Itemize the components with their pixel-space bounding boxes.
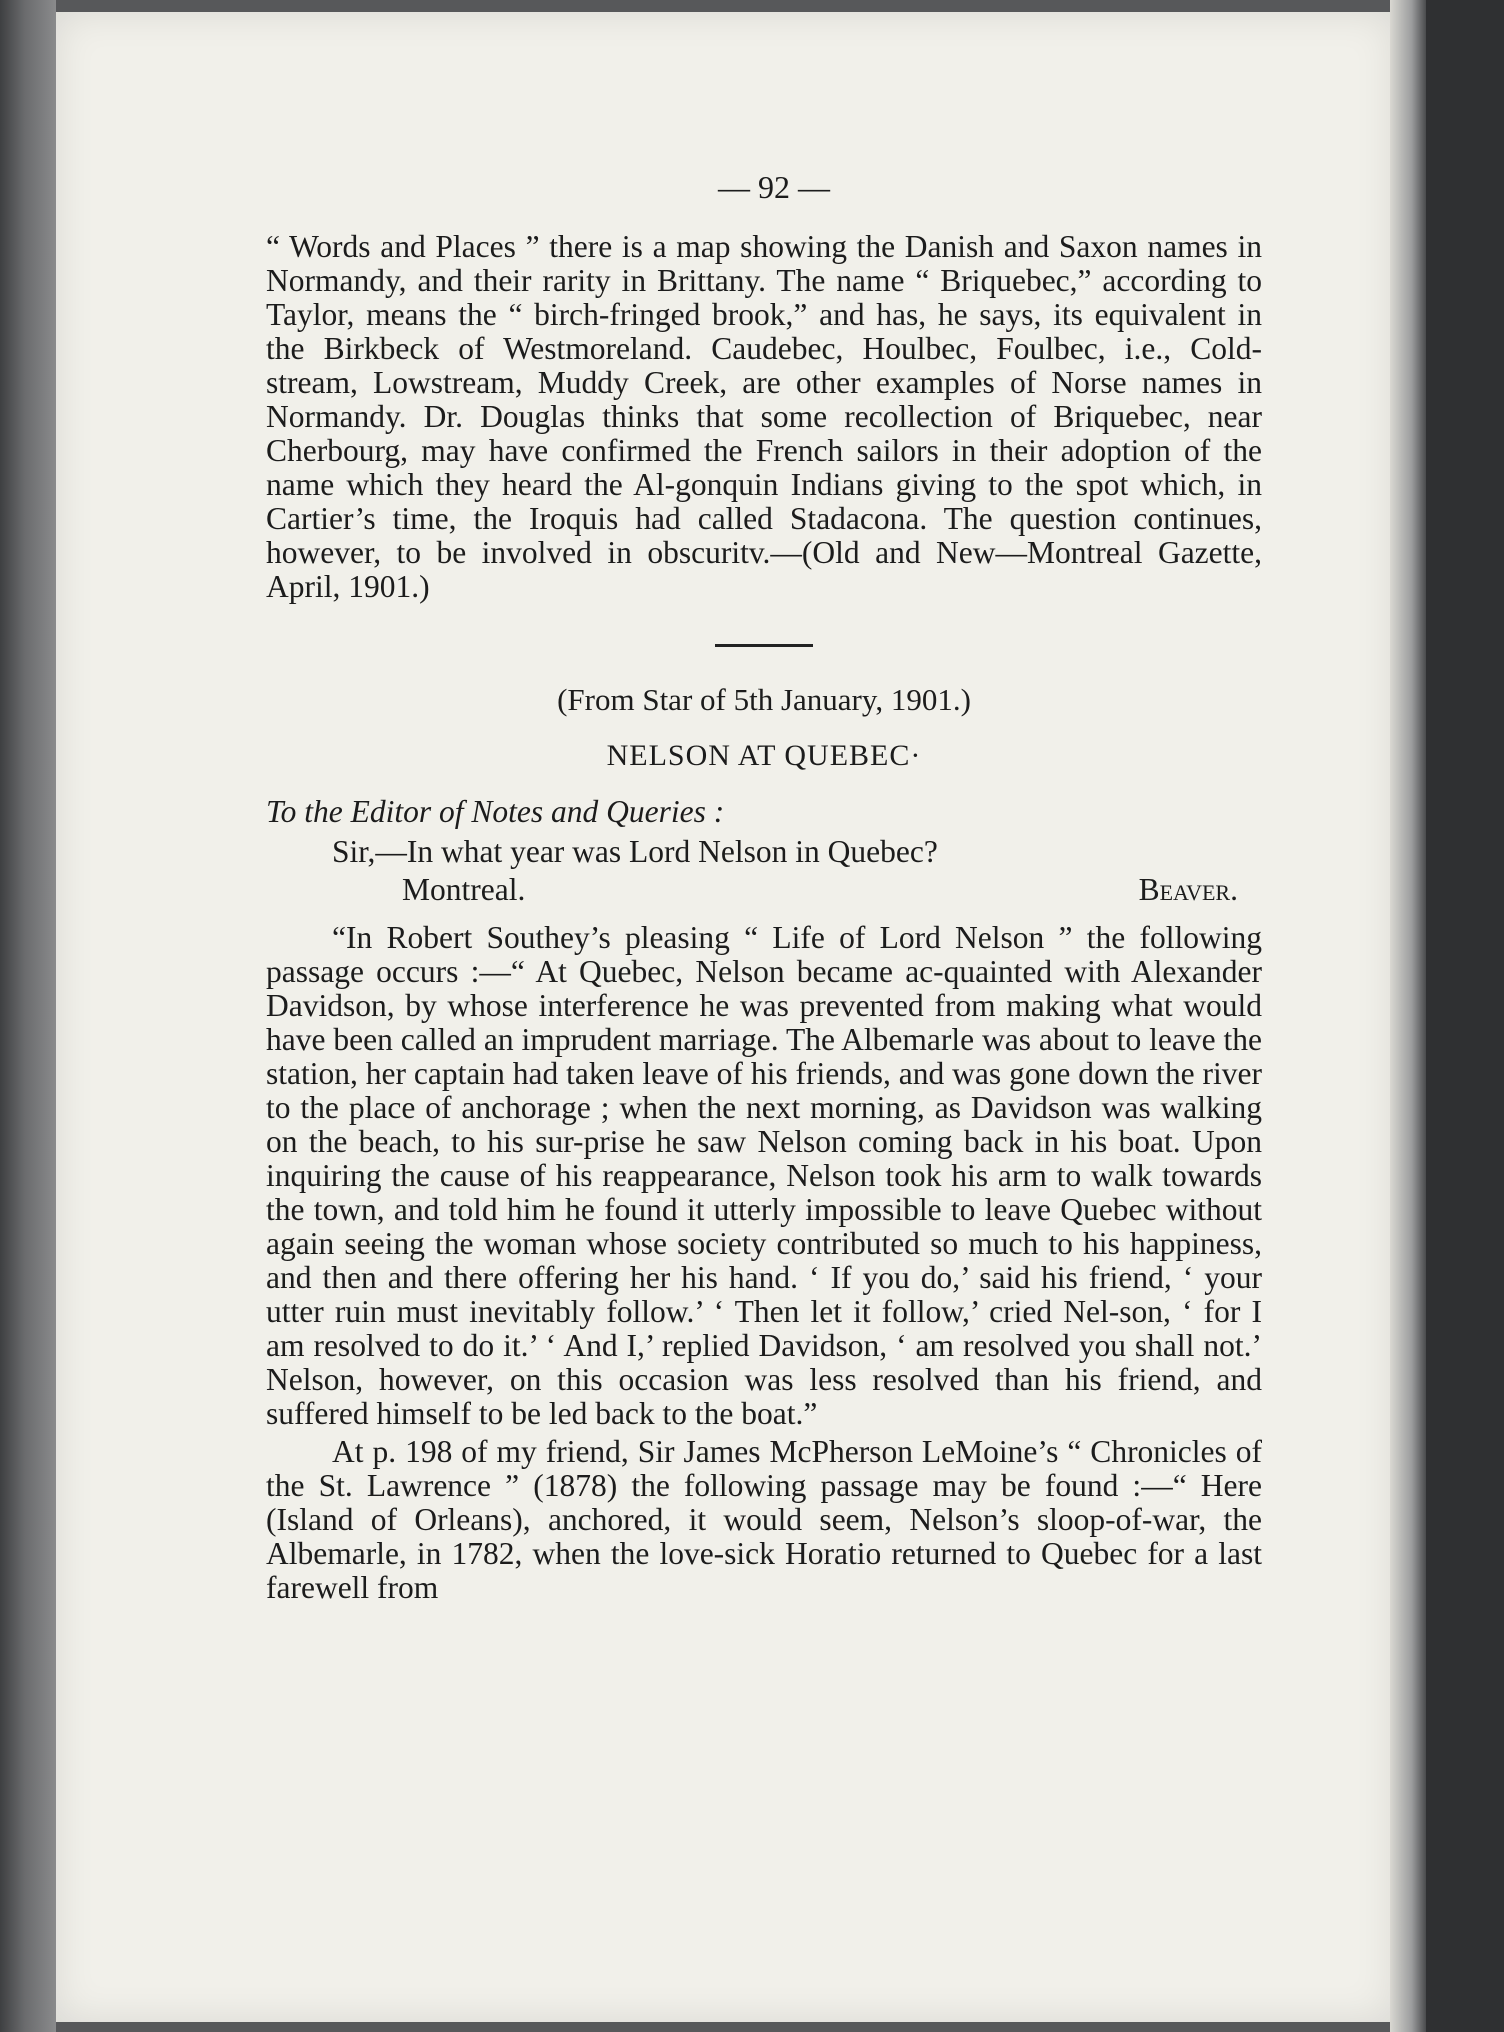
query-question: Sir,—In what year was Lord Nelson in Quebec?: [332, 834, 938, 869]
source-line: (From Star of 5th January, 1901.): [557, 682, 971, 717]
page-number: — 92 —: [718, 169, 830, 205]
scan-background-right: [1426, 0, 1504, 2032]
page-text: [266, 170, 1262, 1605]
paragraph-words-and-places: “ Words and Places ” there is a map showing the Danish and Saxon names in Normandy, and their rarity in Brittany. The name “ Briquebec,” according to Taylor, means the “ birch-fringed brook,” and has, he says, its equivalent in the Birkbeck of Westmoreland. Caudebec, Houlbec, Foulbec, i.e., Cold-stream, Lowstream, Muddy Creek, are other examples of Norse names in Normandy. Dr. Douglas thinks that some recollection of Briquebec, near Cherbourg, may have confirmed the French sailors in their adoption of the name which they heard the Al-gonquin Indians giving to the spot which, in Cartier’s time, the Iroquis had called Stadacona. The question continues, however, to be involved in obscuritv.—(Old and New—Montreal Gazette, April, 1901.): [266, 229, 1262, 604]
paragraph-lemoine: At p. 198 of my friend, Sir James McPherson LeMoine’s “ Chronicles of the St. Lawrence ” (1878) the following passage may be found :—“ Here (Island of Orleans), anchored, it would seem, Nelson’s sloop-of-war, the Albemarle, in 1782, when the love-sick Horatio returned to Quebec for a last farewell from: [266, 1434, 1262, 1605]
page-edge-shadow: [1390, 0, 1426, 2032]
paragraph-southey-quote: “In Robert Southey’s pleasing “ Life of Lord Nelson ” the following passage occurs :—“ At Quebec, Nelson became ac-quainted with Alexander Davidson, by whose interference he was prevented from making what would have been called an imprudent marriage. The Albemarle was about to leave the station, her captain had taken leave of his friends, and was gone down the river to the place of anchorage ; when the next morning, as Davidson was walking on the beach, to his sur-prise he saw Nelson coming back in his boat. Upon inquiring the cause of his reappearance, Nelson took his arm to walk towards the town, and told him he found it utterly impossible to leave Quebec without again seeing the woman whose society contributed so much to his happiness, and then and there offering her his hand. ‘ If you do,’ said his friend, ‘ your utter ruin must inevitably follow.’ ‘ Then let it follow,’ cried Nel-son, ‘ for I am resolved to do it.’ ‘ And I,’ replied Davidson, ‘ am resolved you shall not.’ Nelson, however, on this occasion was less resolved than his friend, and suffered himself to be led back to the boat.”: [266, 920, 1262, 1431]
signature: Beaver.: [1138, 872, 1238, 907]
place-name: Montreal.: [402, 872, 526, 907]
article-heading: NELSON AT QUEBEC·: [606, 739, 922, 772]
scan-background-left: [0, 0, 56, 2032]
salutation: To the Editor of Notes and Queries :: [266, 794, 725, 829]
signature-row: [266, 873, 1262, 907]
section-divider: [715, 644, 813, 647]
